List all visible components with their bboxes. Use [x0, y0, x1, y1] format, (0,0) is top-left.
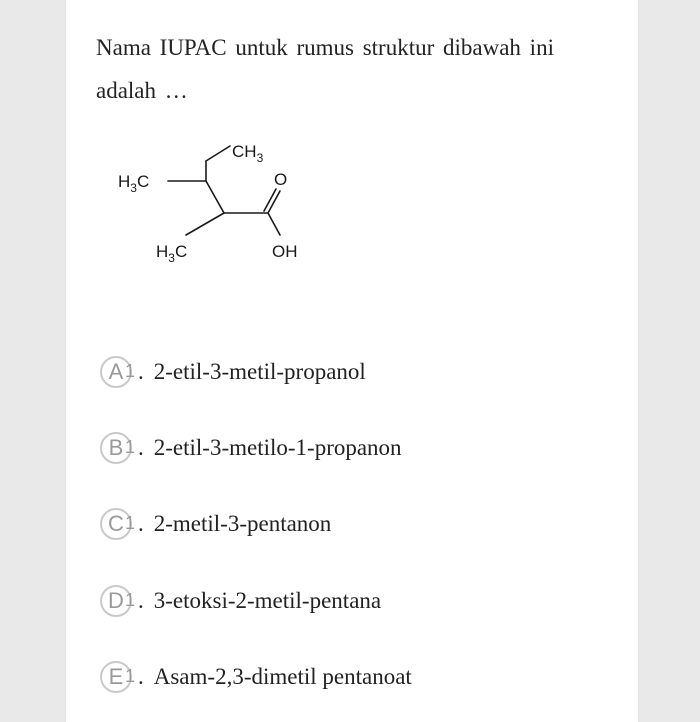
label-hydroxyl: OH [272, 242, 298, 261]
option-e-label: Asam-2,3-dimetil pentanoat [153, 664, 412, 689]
label-h3c-bottom: $H_3C$ [156, 242, 188, 265]
option-a[interactable]: A 1 . 2-etil-3-metil-propanol [100, 354, 366, 390]
option-c-label: 2-metil-3-pentanon [153, 511, 332, 536]
bond-hydroxyl [268, 213, 280, 235]
option-c-badge[interactable]: C 1 [100, 508, 132, 540]
bond-to-bottom-h3c [186, 213, 224, 235]
structural-formula [108, 135, 328, 275]
option-b[interactable]: B 1 . 2-etil-3-metilo-1-propanon [100, 430, 402, 466]
option-a-badge[interactable]: A 1 [100, 356, 132, 388]
option-d-label: 3-etoksi-2-metil-pentana [153, 588, 382, 613]
option-e[interactable]: E 1 . Asam-2,3-dimetil pentanoat [100, 659, 412, 695]
bond-top-ch3 [206, 146, 230, 161]
option-d-badge[interactable]: D 1 [100, 585, 132, 617]
option-e-badge[interactable]: E 1 [100, 661, 132, 693]
label-ch3-top: $CH_3$ [232, 142, 264, 165]
question-text: Nama IUPAC untuk rumus struktur dibawah ini adalah … [96, 35, 554, 103]
question-card [66, 0, 638, 722]
label-h3c-left: $H_3C$ [118, 172, 150, 195]
bond-down-center [206, 181, 224, 213]
option-a-label: 2-etil-3-metil-propanol [153, 359, 366, 384]
option-c[interactable]: C 1 . 2-metil-3-pentanon [100, 506, 331, 542]
option-b-label: 2-etil-3-metilo-1-propanon [153, 435, 402, 460]
option-b-badge[interactable]: B 1 [100, 432, 132, 464]
option-d[interactable]: D 1 . 3-etoksi-2-metil-pentana [100, 583, 381, 619]
label-carbonyl-o: O [274, 170, 288, 189]
